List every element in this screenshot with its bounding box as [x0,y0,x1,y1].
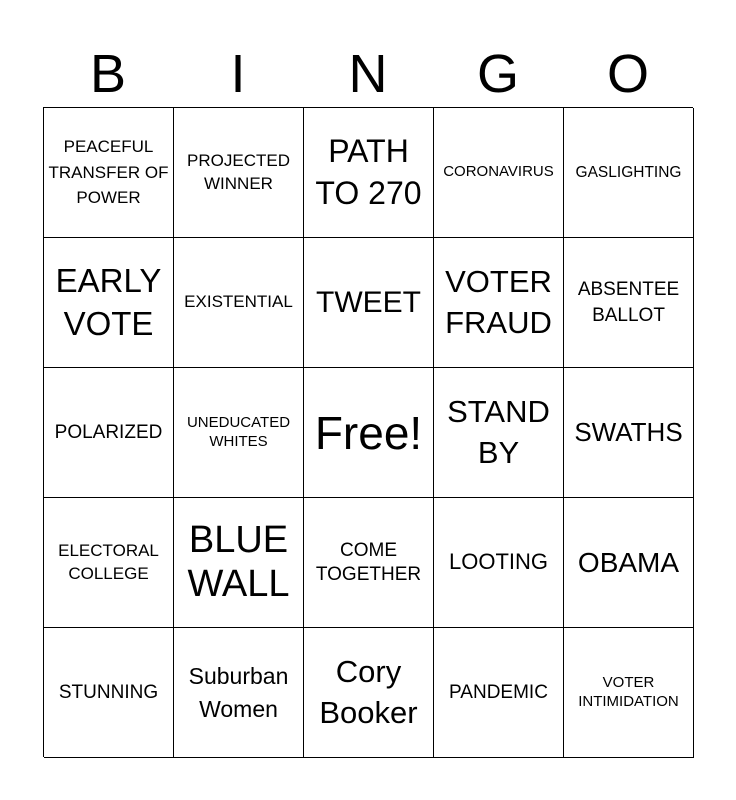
free-space: Free! [304,368,434,498]
bingo-cell: COME TOGETHER [304,498,434,628]
header-letter-g: G [476,44,519,104]
bingo-cell: STAND BY [434,368,564,498]
bingo-cell: ELECTORAL COLLEGE [44,498,174,628]
header-letter-n: N [348,44,388,104]
bingo-cell: EARLY VOTE [44,238,174,368]
bingo-cell: VOTER FRAUD [434,238,564,368]
header-letter-i: I [230,44,246,104]
bingo-cell: ABSENTEE BALLOT [564,238,694,368]
header-letter-b: B [89,44,127,104]
bingo-cell: UNEDUCATED WHITES [174,368,304,498]
bingo-header [43,40,693,108]
bingo-cell: Cory Booker [304,628,434,758]
bingo-cell: BLUE WALL [174,498,304,628]
bingo-cell: POLARIZED [44,368,174,498]
bingo-cell: SWATHS [564,368,694,498]
bingo-cell: PROJECTED WINNER [174,108,304,238]
bingo-cell: PANDEMIC [434,628,564,758]
bingo-board [43,107,693,757]
bingo-cell: EXISTENTIAL [174,238,304,368]
bingo-cell: OBAMA [564,498,694,628]
bingo-cell: VOTER INTIMIDATION [564,628,694,758]
bingo-cell: PATH TO 270 [304,108,434,238]
bingo-cell: TWEET [304,238,434,368]
bingo-cell: PEACEFUL TRANSFER OF POWER [44,108,174,238]
bingo-cell: STUNNING [44,628,174,758]
bingo-cell: Suburban Women [174,628,304,758]
bingo-cell: LOOTING [434,498,564,628]
bingo-cell: GASLIGHTING [564,108,694,238]
bingo-cell: CORONAVIRUS [434,108,564,238]
header-letter-o: O [606,44,649,104]
